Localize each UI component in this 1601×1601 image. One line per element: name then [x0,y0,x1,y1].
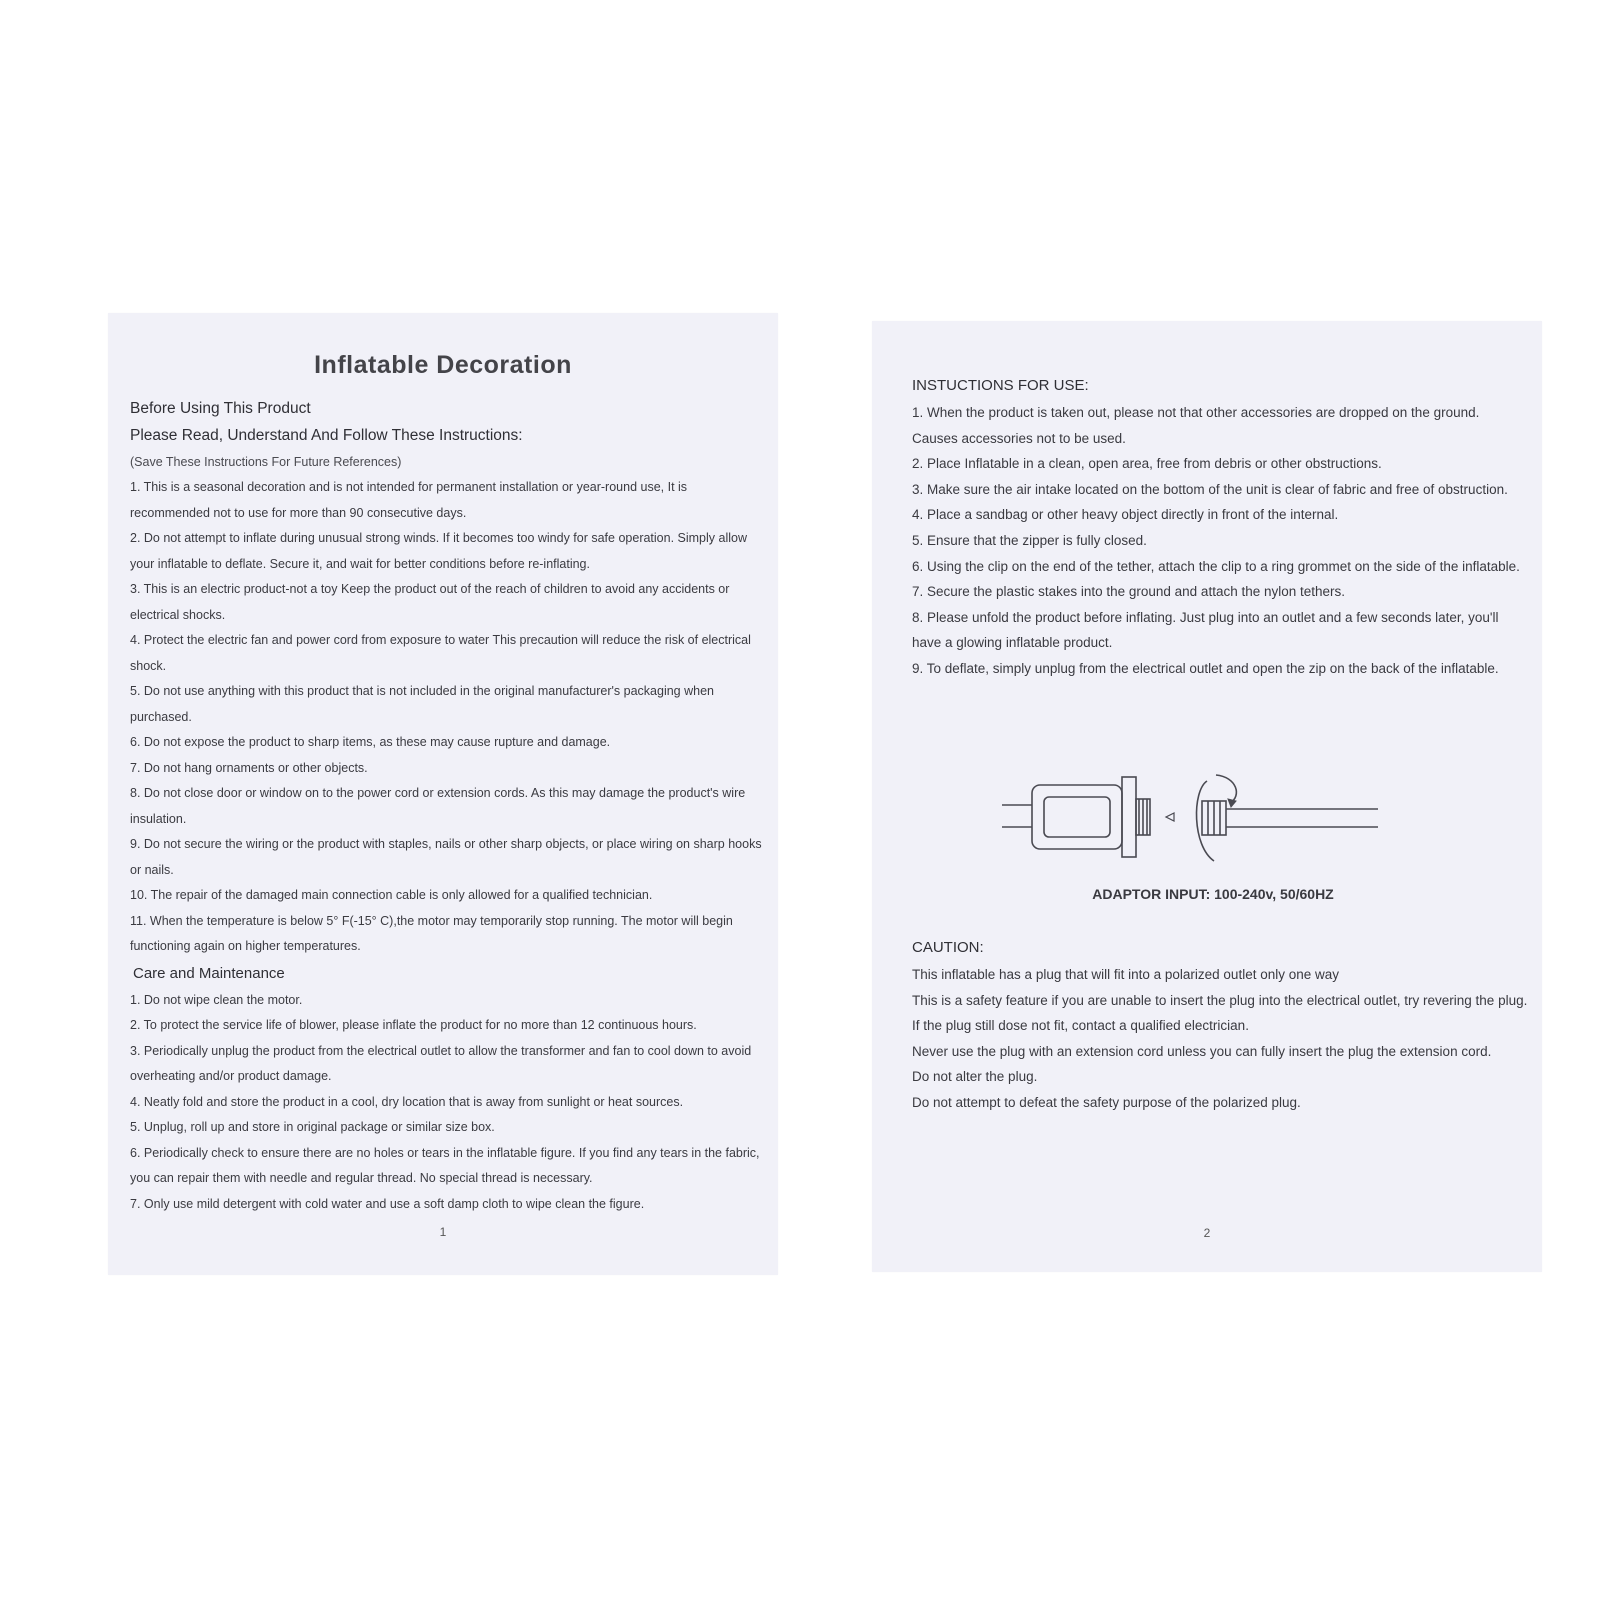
before-using-heading: Before Using This Product [130,400,311,417]
care-item: 2. To protect the service life of blower, please inflate the product for no more than 12 continuous hours. [130,1018,697,1032]
instruction-item: 3. Make sure the air intake located on the bottom of the unit is clear of fabric and free of obstruction. [912,481,1508,497]
safety-item: 9. Do not secure the wiring or the product with staples, nails or other sharp objects, or place wiring on sharp hooks or nails. [130,837,762,877]
save-note: (Save These Instructions For Future References) [130,455,402,469]
instruction-item: 7. Secure the plastic stakes into the ground and attach the nylon tethers. [912,584,1346,600]
page-number: 2 [1203,1226,1211,1240]
care-list [130,988,762,1218]
safety-list [130,475,762,960]
care-heading: Care and Maintenance [133,964,285,982]
instruction-item: 8. Please unfold the product before inflating. Just plug into an outlet and a few seconds later, you'll have a glowing inflatable product. [912,609,1499,651]
caution-line: Never use the plug with an extension cord unless you can fully insert the plug the extension cord. [912,1043,1492,1059]
page-number: 1 [439,1225,447,1239]
safety-item: 10. The repair of the damaged main connection cable is only allowed for a qualified technician. [130,888,653,902]
safety-item: 4. Protect the electric fan and power cord from exposure to water This precaution will reduce the risk of electrical shock. [130,633,751,673]
safety-item: 11. When the temperature is below 5° F(-15° C),the motor may temporarily stop running. The motor will begin functioning again on higher temperatures. [130,913,733,953]
instruction-item: 9. To deflate, simply unplug from the electrical outlet and open the zip on the back of the inflatable. [912,660,1499,676]
caution-line: Do not alter the plug. [912,1069,1038,1085]
page-2-body [896,373,1528,682]
care-item: 4. Neatly fold and store the product in a cool, dry location that is away from sunlight or heat sources. [130,1094,684,1109]
caution-line: If the plug still dose not fit, contact a qualified electrician. [912,1018,1249,1034]
safety-item: 3. This is an electric product-not a toy Keep the product out of the reach of children to avoid any accidents or electrical shocks. [130,582,730,622]
instruction-item: 2. Place Inflatable in a clean, open area, free from debris or other obstructions. [912,456,1382,472]
caution-heading: CAUTION: [912,939,984,956]
care-item: 3. Periodically unplug the product from the electrical outlet to allow the transformer and fan to cool down to avoid overheating and/or product damage. [130,1043,752,1083]
instruction-item: 5. Ensure that the zipper is fully closed. [912,532,1147,548]
please-read-heading: Please Read, Understand And Follow These Instructions: [130,427,523,444]
safety-item: 1. This is a seasonal decoration and is not intended for permanent installation or year-round use, It is recommended not to use for more than 90 consecutive days. [130,480,688,520]
instruction-page-1 [108,313,778,1275]
caution-line: This inflatable has a plug that will fit into a polarized outlet only one way [912,967,1339,982]
document-title: Inflatable Decoration [314,351,572,379]
safety-item: 7. Do not hang ornaments or other objects. [130,760,368,775]
plug-illustration [1002,775,1378,861]
caution-section [896,935,1528,1116]
care-item: 5. Unplug, roll up and store in original package or similar size box. [130,1120,495,1134]
instructions-list [896,400,1528,682]
safety-item: 6. Do not expose the product to sharp items, as these may cause rupture and damage. [130,735,611,749]
instruction-item: 1. When the product is taken out, please not that other accessories are dropped on the ground. Causes accessories not to be used. [912,405,1480,446]
instruction-item: 6. Using the clip on the end of the tether, attach the clip to a ring grommet on the side of the inflatable. [912,558,1520,574]
care-item: 1. Do not wipe clean the motor. [130,992,303,1007]
instructions-heading: INSTUCTIONS FOR USE: [912,377,1089,394]
caution-line: This is a safety feature if you are unable to insert the plug into the electrical outlet, try revering the plug. [912,992,1528,1008]
adaptor-plug-diagram [1002,771,1392,871]
instruction-page-2 [872,321,1542,1272]
page-1-body [130,395,762,1217]
instruction-item: 4. Place a sandbag or other heavy object directly in front of the internal. [912,507,1339,523]
safety-item: 2. Do not attempt to inflate during unusual strong winds. If it becomes too windy for safe operation. Simply allow your inflatable to deflate. Secure it, and wait for better conditions before re-inflating. [130,531,747,571]
adaptor-input-label: ADAPTOR INPUT: 100-240v, 50/60HZ [1092,886,1334,902]
safety-item: 8. Do not close door or window on to the power cord or extension cords. As this may damage the product's wire insulation. [130,786,746,826]
care-item: 7. Only use mild detergent with cold water and use a soft damp cloth to wipe clean the figure. [130,1196,645,1211]
care-item: 6. Periodically check to ensure there are no holes or tears in the inflatable figure. If you find any tears in the fabric, you can repair them with needle and regular thread. No special thread is necessary. [130,1145,760,1185]
safety-item: 5. Do not use anything with this product that is not included in the original manufacturer's packaging when purchased. [130,684,714,724]
caution-line: Do not attempt to defeat the safety purpose of the polarized plug. [912,1094,1301,1110]
